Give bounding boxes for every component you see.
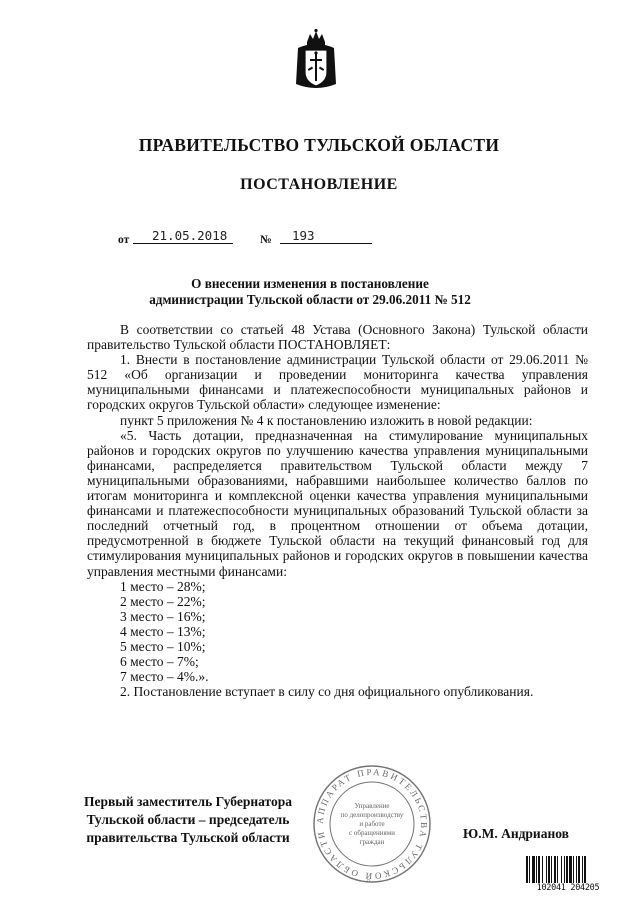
government-title: ПРАВИТЕЛЬСТВО ТУЛЬСКОЙ ОБЛАСТИ bbox=[138, 135, 500, 155]
barcode-bar bbox=[526, 856, 528, 883]
place-item: 5 место – 10%; bbox=[120, 638, 206, 654]
date-label: от bbox=[118, 234, 130, 246]
barcode-bar bbox=[569, 856, 572, 883]
stamp-ring-text: АППАРАТ ПРАВИТЕЛЬСТВА ТУЛЬСКОЙ ОБЛАСТИ bbox=[314, 766, 430, 882]
barcode-bar bbox=[551, 856, 552, 883]
barcode-bar bbox=[566, 856, 568, 883]
body-paragraph-1: В соответствии со статьей 48 Устава (Основного Закона) Тульской области правительство Тульской области ПОСТАНОВЛЯЕТ: bbox=[87, 322, 588, 353]
barcode-bar bbox=[561, 856, 562, 883]
number-label: № bbox=[260, 234, 272, 246]
heading-line-1: О внесении изменения в постановление bbox=[191, 276, 429, 291]
stamp-center-line: Управление bbox=[354, 802, 390, 810]
place-item: 3 место – 16%; bbox=[120, 608, 206, 624]
place-item: 2 место – 22%; bbox=[120, 593, 206, 609]
stamp-center-line: с обращениями bbox=[349, 829, 395, 837]
barcode-bar bbox=[532, 856, 535, 883]
barcode-bar bbox=[582, 856, 583, 883]
barcode-bar bbox=[538, 856, 540, 883]
signatory-title-line-3: правительства Тульской области bbox=[86, 830, 290, 845]
place-item: 1 место – 28%; bbox=[120, 578, 206, 594]
official-stamp bbox=[310, 762, 434, 886]
stamp-center-line: граждан bbox=[359, 838, 385, 846]
document-number: 193 bbox=[292, 228, 315, 243]
barcode-bar bbox=[573, 856, 574, 883]
body-paragraph-2: 1. Внести в постановление администрации Тульской области от 29.06.2011 № 512 «Об организации и проведении мониторинга качества управления муниципальными финансами и платежеспособности муниципальных районов и городских округов Тульской области» следующее изменение: bbox=[87, 352, 588, 413]
signatory-title bbox=[84, 793, 292, 847]
document-date: 21.05.2018 bbox=[152, 228, 228, 243]
place-item: 6 место – 7%; bbox=[120, 654, 199, 670]
barcode-bar bbox=[542, 856, 543, 883]
body-paragraph-3: пункт 5 приложения № 4 к постановлению изложить в новой редакции: bbox=[120, 412, 533, 428]
barcode-bar bbox=[557, 856, 558, 883]
stamp-center-line: по делопроизводству bbox=[340, 811, 404, 819]
barcode-bar bbox=[564, 856, 565, 883]
barcode-bar bbox=[576, 856, 577, 883]
place-item: 7 место – 4%.». bbox=[120, 669, 209, 685]
document-type: ПОСТАНОВЛЕНИЕ bbox=[240, 176, 398, 193]
barcode bbox=[525, 856, 611, 896]
place-item: 4 место – 13%; bbox=[120, 623, 206, 639]
signatory-title-line-2: Тульской области – председатель bbox=[86, 812, 290, 827]
body-paragraph-5: 2. Постановление вступает в силу со дня официального опубликования. bbox=[120, 684, 534, 700]
barcode-bar bbox=[578, 856, 580, 883]
date-underline bbox=[133, 243, 233, 244]
signatory-title-line-1: Первый заместитель Губернатора bbox=[84, 794, 292, 809]
number-underline bbox=[280, 243, 372, 244]
barcode-bar bbox=[554, 856, 556, 883]
barcode-bar bbox=[536, 856, 537, 883]
document-body bbox=[87, 322, 588, 699]
barcode-bar bbox=[584, 856, 586, 883]
barcode-bar bbox=[546, 856, 547, 883]
tula-coat-of-arms-icon bbox=[292, 28, 340, 92]
body-paragraph-4: «5. Часть дотации, предназначенная на стимулирование муниципальных районов и городских округов по улучшению качества управления муниципальными финансами, распределяется правительством Тульской области между 7 муниципальными образованиями, набравшими наибольшее количество баллов по итогам мониторинга и комплексной оценки качества управления муниципальными финансами и платежеспособности муниципальных образований Тульской области за последний отчетный год, в процентном отношении от объема дотации, предусмотренной в бюджете Тульской области на текущий финансовый год для стимулирования муниципальных районов и городских округов в повышении качества управления местными финансами: bbox=[87, 427, 588, 579]
signatory-name: Ю.М. Андрианов bbox=[463, 826, 569, 841]
heading-line-2: администрации Тульской области от 29.06.2011 № 512 bbox=[149, 292, 471, 307]
document-heading bbox=[80, 276, 540, 308]
barcode-bar bbox=[529, 856, 530, 883]
barcode-number: 102041 204205 bbox=[536, 883, 600, 893]
barcode-bar bbox=[548, 856, 550, 883]
stamp-center-line: и работе bbox=[359, 820, 385, 828]
barcode-bars bbox=[525, 856, 611, 883]
